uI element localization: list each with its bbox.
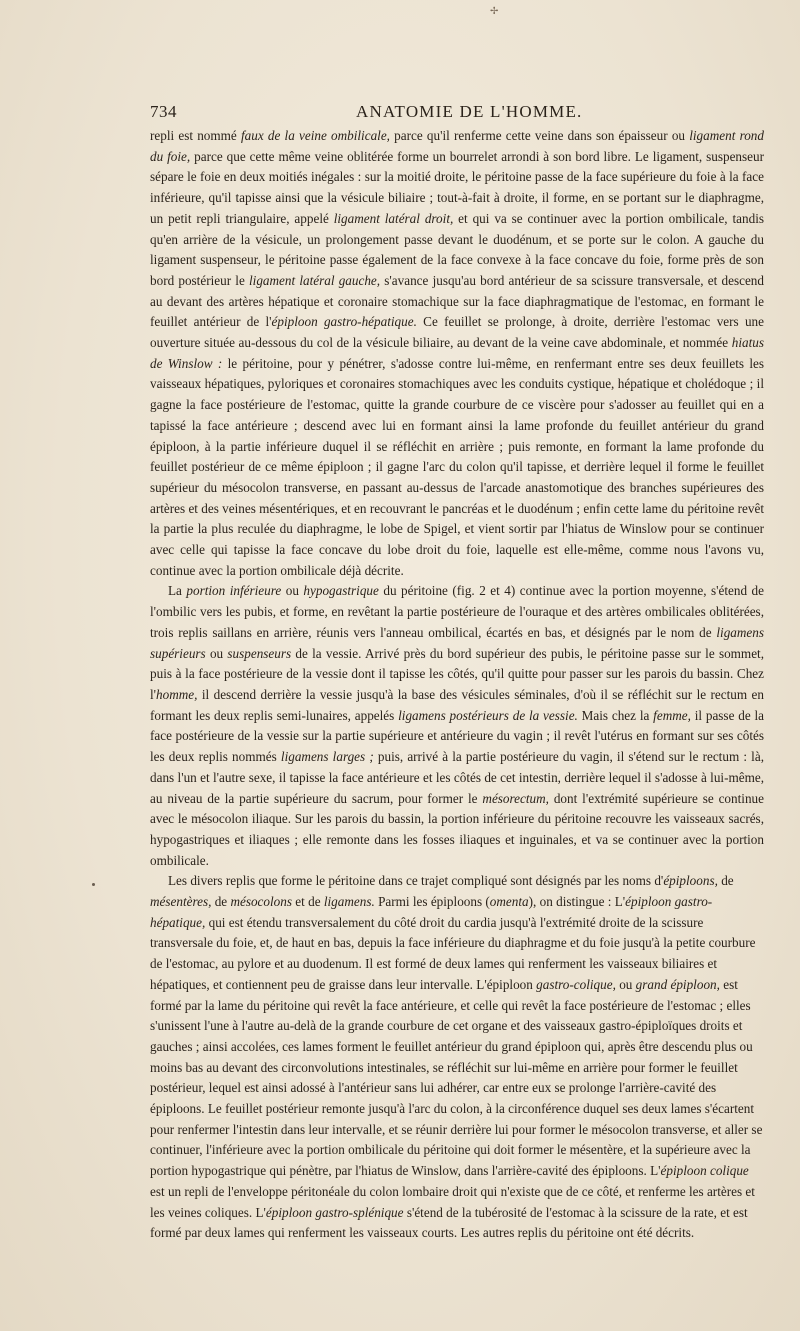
margin-dot-icon xyxy=(92,883,95,886)
text-run: s'étend de la tubérosité de l'estomac à la scissure de la rate, et est formé par deux lames qui renferment les vaisseaux courts. Les autres replis du péritoine ont été décrits. xyxy=(150,1204,748,1241)
text-run: il descend derrière la vessie jusqu'à la base des vésicules séminales, d'où il se réfléchit sur le rectum en formant les deux replis semi-lunaires, appelés xyxy=(150,686,764,723)
paragraph-p3 xyxy=(150,871,764,1244)
text-run: du péritoine (fig. 2 et 4) continue avec la portion moyenne, s'étend de l'ombilic vers les pubis, et forme, en revêtant la partie postérieure de l'ouraque et des artères ombilicales oblitérées, trois replis saillans en arrière, réunis vers l'anneau ombilical, écartés en bas, et désignés par le nom de xyxy=(150,583,764,640)
text-run: s'avance jusqu'au bord antérieur de sa scissure transversale, et descend au devant des artères hépatique et coronaire stomachique sur la face diaphragmatique de l'estomac, en formant le feuillet antérieur de l' xyxy=(150,272,764,330)
text-run: le péritoine, pour y pénétrer, s'adosse contre lui-même, en renfermant entre ses deux feuillets les vaisseaux hépatiques, pyloriques et coronaires stomachiques avec les conduits cystique, hépatique et cholédoque ; il gagne la face postérieure de l'estomac, quitte la grande courbure de ce viscère pour s'adosser au feuillet qui en a tapissé la face antérieure ; descend avec lui en formant ainsi la lame profonde du feuillet antérieur du grand épiploon, à la partie inférieure duquel il se réfléchit en arrière ; puis remonte, en formant la lame profonde du feuillet postérieur de ce même épiploon ; il gagne l'arc du colon qu'il tapisse, et derrière lequel il forme le feuillet supérieur du mésocolon transverse, en passant au-dessus de l'arcade anastomotique des branches supérieures des artères et des veines mésentériques, et en recouvrant le pancréas et le duodénum ; enfin cette lame du péritoine revêt la partie la plus reculée du diaphragme, le lobe de Spigel, et vient sortir par l'hiatus de Winslow pour se continuer avec celle qui tapisse la face concave du lobe droit du foie, laquelle est elle-même, comme nous l'avons vu, continue avec la portion ombilicale déjà décrite. xyxy=(150,355,765,578)
text-run: il passe de la face postérieure de la vessie sur la partie supérieure et antérieure du vagin ; il revêt l'utérus en formant sur ses côtés les deux replis nommés xyxy=(150,707,765,765)
text-run: ou xyxy=(281,583,304,599)
text-run: et qui va se continuer avec la portion ombilicale, tandis qu'en arrière de la vésicule, un prolongement passe devant le duodénum, et se porte sur le colon. A gauche du ligament suspenseur, le péritoine passe également de la face convexe à la face concave du foie, forme près de son bord postérieur le xyxy=(150,210,764,288)
italic-term: mésorectum, xyxy=(482,790,549,806)
page-header xyxy=(150,102,764,124)
text-run: repli est nommé xyxy=(150,128,241,143)
text-run: de la vessie. Arrivé près du bord supérieur des pubis, le péritoine passe sur le sommet, puis à la face postérieure de la vessie dont il tapisse les côtés, qu'il quitte pour passer sur les parois du bassin. Chez l' xyxy=(150,645,765,702)
italic-term: épiploon gastro-hépatique, xyxy=(150,894,713,930)
italic-term: mésentères, xyxy=(150,894,212,910)
text-run: Les divers replis que forme le péritoine dans ce trajet compliqué sont désignés par les noms d' xyxy=(168,873,664,889)
italic-term: épiploon gastro-splénique xyxy=(265,1204,404,1220)
italic-term: omenta xyxy=(489,894,529,910)
italic-term: ligament latéral gauche, xyxy=(249,272,381,288)
italic-term: ligament latéral droit, xyxy=(333,210,454,226)
text-run: et de xyxy=(292,894,324,910)
text-run: qui est étendu transversalement du côté droit du cardia jusqu'à l'extrémité droite de la scissure transversale du foie, et, de haut en bas, depuis la face inférieure du diaphragme et du foie jusqu'à la petite courbure de l'estomac, au pylore et au duodenum. Il est formé de deux lames qui renferment les vaisseaux biliaires et hépatiques, et contiennent peu de graisse dans leur intervalle. L'épiploon xyxy=(150,914,756,992)
text-run: est formé par la lame du péritoine qui revêt la face antérieure, et celle qui revêt la face postérieure de l'estomac ; elles s'unissent l'une à l'autre au-delà de la grande courbure de cet organe et des vaisseaux gastro-épiploïques droits et gauches ; ainsi accolées, ces lames forment le feuillet antérieur du grand épiploon qui, après être descendu plus ou moins bas au devant des circonvolutions intestinales, se réfléchit sur lui-même en arrière pour former le feuillet postérieur, lequel est ainsi adossé à l'antérieur sans lui adhérer, car entre eux se prolonge l'arrière-cavité des épiploons. Le feuillet postérieur remonte jusqu'à l'arc du colon, à la circonférence duquel ses deux lames s'écartent pour renfermer l'intestin dans leur intervalle, et se réunir derrière lui pour former le mésocolon transverse, et aller se continuer, l'inférieure avec la portion ombilicale du péritoine qui doit former le mésentère, et la supérieure avec la portion hypogastrique qui pénètre, par l'hiatus de Winslow, dans l'arrière-cavité des épiploons. L' xyxy=(150,976,763,1179)
italic-term: ligamens supérieurs xyxy=(150,624,764,661)
italic-term: épiploon colique xyxy=(660,1163,749,1179)
body-text xyxy=(150,126,764,1244)
text-run: puis, arrivé à la partie postérieure du vagin, il s'étend sur le rectum : là, dans l'un et l'autre sexe, il tapisse la face antérieure et les côtés de cet intestin, derrière lequel il s'adosse à lui-même, au niveau de la partie supérieure du sacrum, pour former le xyxy=(150,749,764,806)
text-run: est un repli de l'enveloppe péritonéale du colon lombaire droit qui n'existe que de ce côté, et renferme les artères et les veines coliques. L' xyxy=(150,1183,755,1220)
italic-term: ligamens larges ; xyxy=(280,749,374,765)
text-run: dont l'extrémité supérieure se continue avec le mésocolon iliaque. Sur les parois du bassin, la portion inférieure du péritoine recouvre les vaisseaux sacrés, hypogastriques et iliaques ; elle remonte dans les fosses iliaques et inguinales, et va se continuer avec la portion ombilicale. xyxy=(150,790,764,868)
italic-term: ligament rond du foie, xyxy=(150,128,764,164)
text-run: parce que cette même veine oblitérée forme un bourrelet arrondi à son bord libre. Le ligament, suspenseur sépare le foie en deux moitiés inégales : sur la moitié droite, le péritoine passe de la face supérieure du foie à la face inférieure, qu'il tapisse ainsi que la vésicule biliaire ; tout-à-fait à droite, il forme, en se portant sur le diaphragme, un petit repli triangulaire, appelé xyxy=(150,148,764,226)
italic-term: hiatus de Winslow : xyxy=(150,335,764,371)
italic-term: épiploons, xyxy=(663,873,718,889)
text-run: Mais chez la xyxy=(577,707,654,723)
page-number: 734 xyxy=(150,102,177,121)
italic-term: suspenseurs xyxy=(227,645,292,661)
text-run: ou xyxy=(205,645,228,661)
paragraph-p1 xyxy=(150,126,764,581)
text-run: de xyxy=(717,873,734,889)
paragraph-p2 xyxy=(150,581,764,871)
text-run: La xyxy=(168,583,187,599)
italic-term: ligamens postérieurs de la vessie. xyxy=(398,707,578,723)
italic-term: faux de la veine ombilicale, xyxy=(240,128,390,143)
text-run: Parmi les épiploons ( xyxy=(374,894,490,910)
running-title: ANATOMIE DE L'HOMME. xyxy=(356,102,583,121)
italic-term: hypogastrique xyxy=(303,583,379,599)
text-run: ou xyxy=(615,976,636,992)
text-run: ), on distingue : L' xyxy=(528,894,626,910)
italic-term: grand épiploon, xyxy=(635,976,720,992)
italic-term: femme, xyxy=(653,707,691,723)
italic-term: gastro-colique, xyxy=(536,976,616,992)
italic-term: homme, xyxy=(156,686,198,702)
ink-mark-icon: ✢ xyxy=(490,6,499,17)
text-run: de xyxy=(211,894,231,910)
italic-term: portion inférieure xyxy=(186,583,282,599)
italic-term: épiploon gastro-hépatique. xyxy=(271,314,417,330)
text-run: Ce feuillet se prolonge, à droite, derrière l'estomac vers une ouverture située au-dessous du col de la vésicule biliaire, au devant de la veine cave abdominale, et nommée xyxy=(150,314,764,351)
italic-term: mésocolons xyxy=(230,894,292,910)
italic-term: ligamens. xyxy=(323,894,375,910)
text-run: parce qu'il renferme cette veine dans son épaisseur ou xyxy=(389,128,690,143)
